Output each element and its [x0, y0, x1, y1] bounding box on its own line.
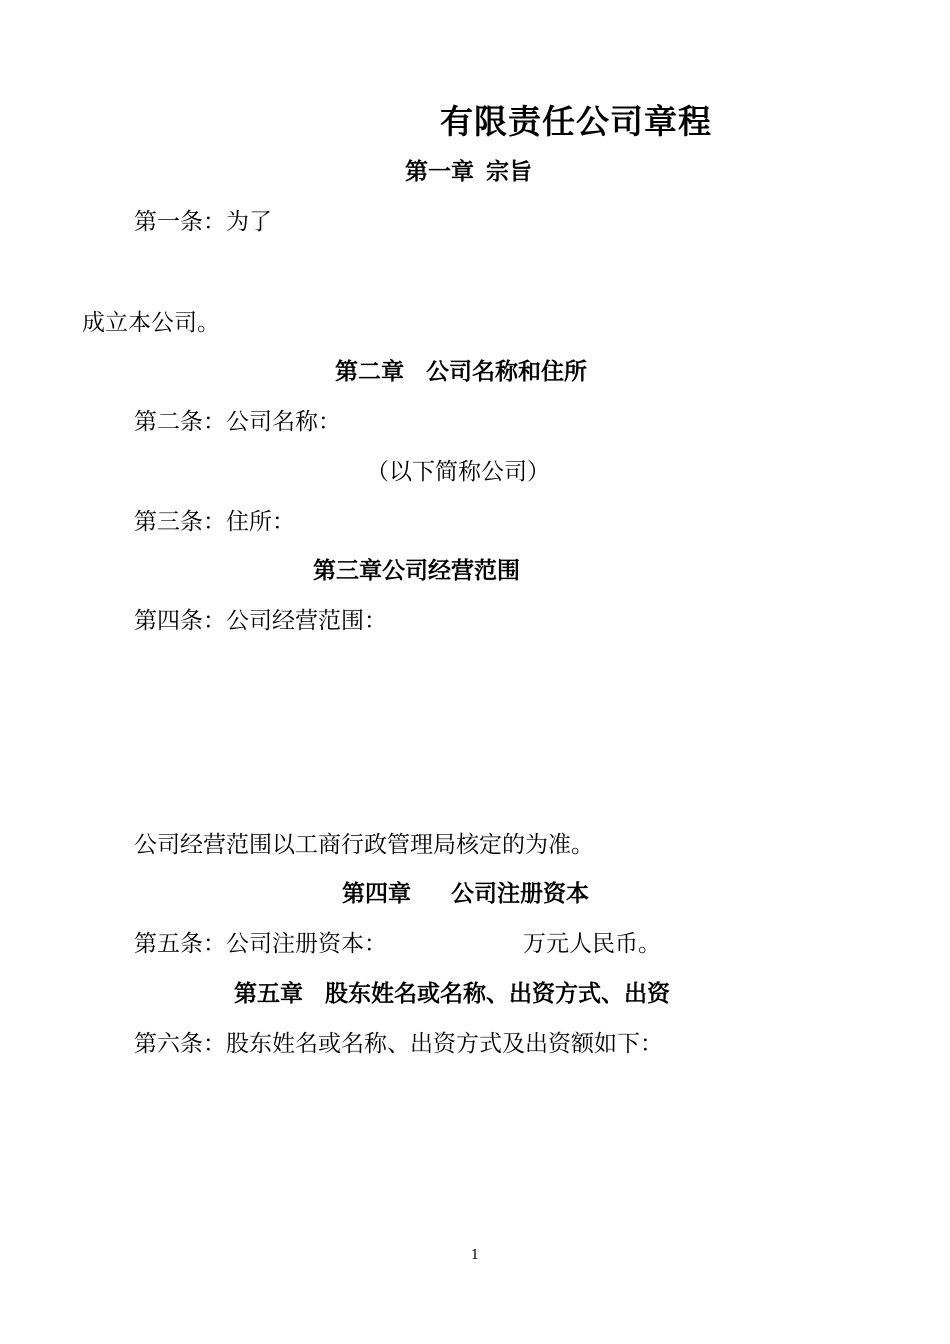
article-4-text: 第四条：公司经营范围：	[134, 608, 387, 634]
article-5-text	[134, 929, 661, 959]
chapter-1-label: 第一章	[405, 158, 474, 185]
chapter-3-heading: 第三章公司经营范围	[313, 557, 520, 584]
document-title: 有限责任公司章程	[440, 102, 712, 141]
article-5-suffix: 万元人民币。	[523, 931, 661, 957]
chapter-2-name: 公司名称和住所	[426, 358, 587, 385]
chapter-1-name: 宗旨	[486, 158, 532, 185]
chapter-4-name: 公司注册资本	[451, 880, 589, 907]
article-5-prefix: 第五条：公司注册资本：	[134, 931, 387, 957]
article-3-text: 第三条：住所：	[134, 509, 295, 535]
article-2-text: 第二条：公司名称：	[134, 409, 341, 435]
article-1-text: 第一条：为了	[134, 209, 272, 235]
article-4-note: 公司经营范围以工商行政管理局核定的为准。	[134, 832, 594, 858]
chapter-5-label: 第五章	[234, 980, 303, 1007]
article-6-text: 第六条：股东姓名或名称、出资方式及出资额如下：	[134, 1031, 663, 1057]
chapter-4-label: 第四章	[342, 880, 411, 907]
article-1-suffix: 成立本公司。	[82, 310, 220, 336]
chapter-1-heading	[405, 157, 532, 187]
page-number: 1	[470, 1248, 480, 1263]
chapter-5-heading	[234, 979, 670, 1009]
chapter-5-name: 股东姓名或名称、出资方式、出资	[325, 980, 670, 1007]
chapter-4-heading	[342, 879, 589, 909]
article-2-note: （以下简称公司）	[366, 459, 550, 485]
chapter-2-heading	[335, 357, 587, 387]
chapter-2-label: 第二章	[335, 358, 404, 385]
